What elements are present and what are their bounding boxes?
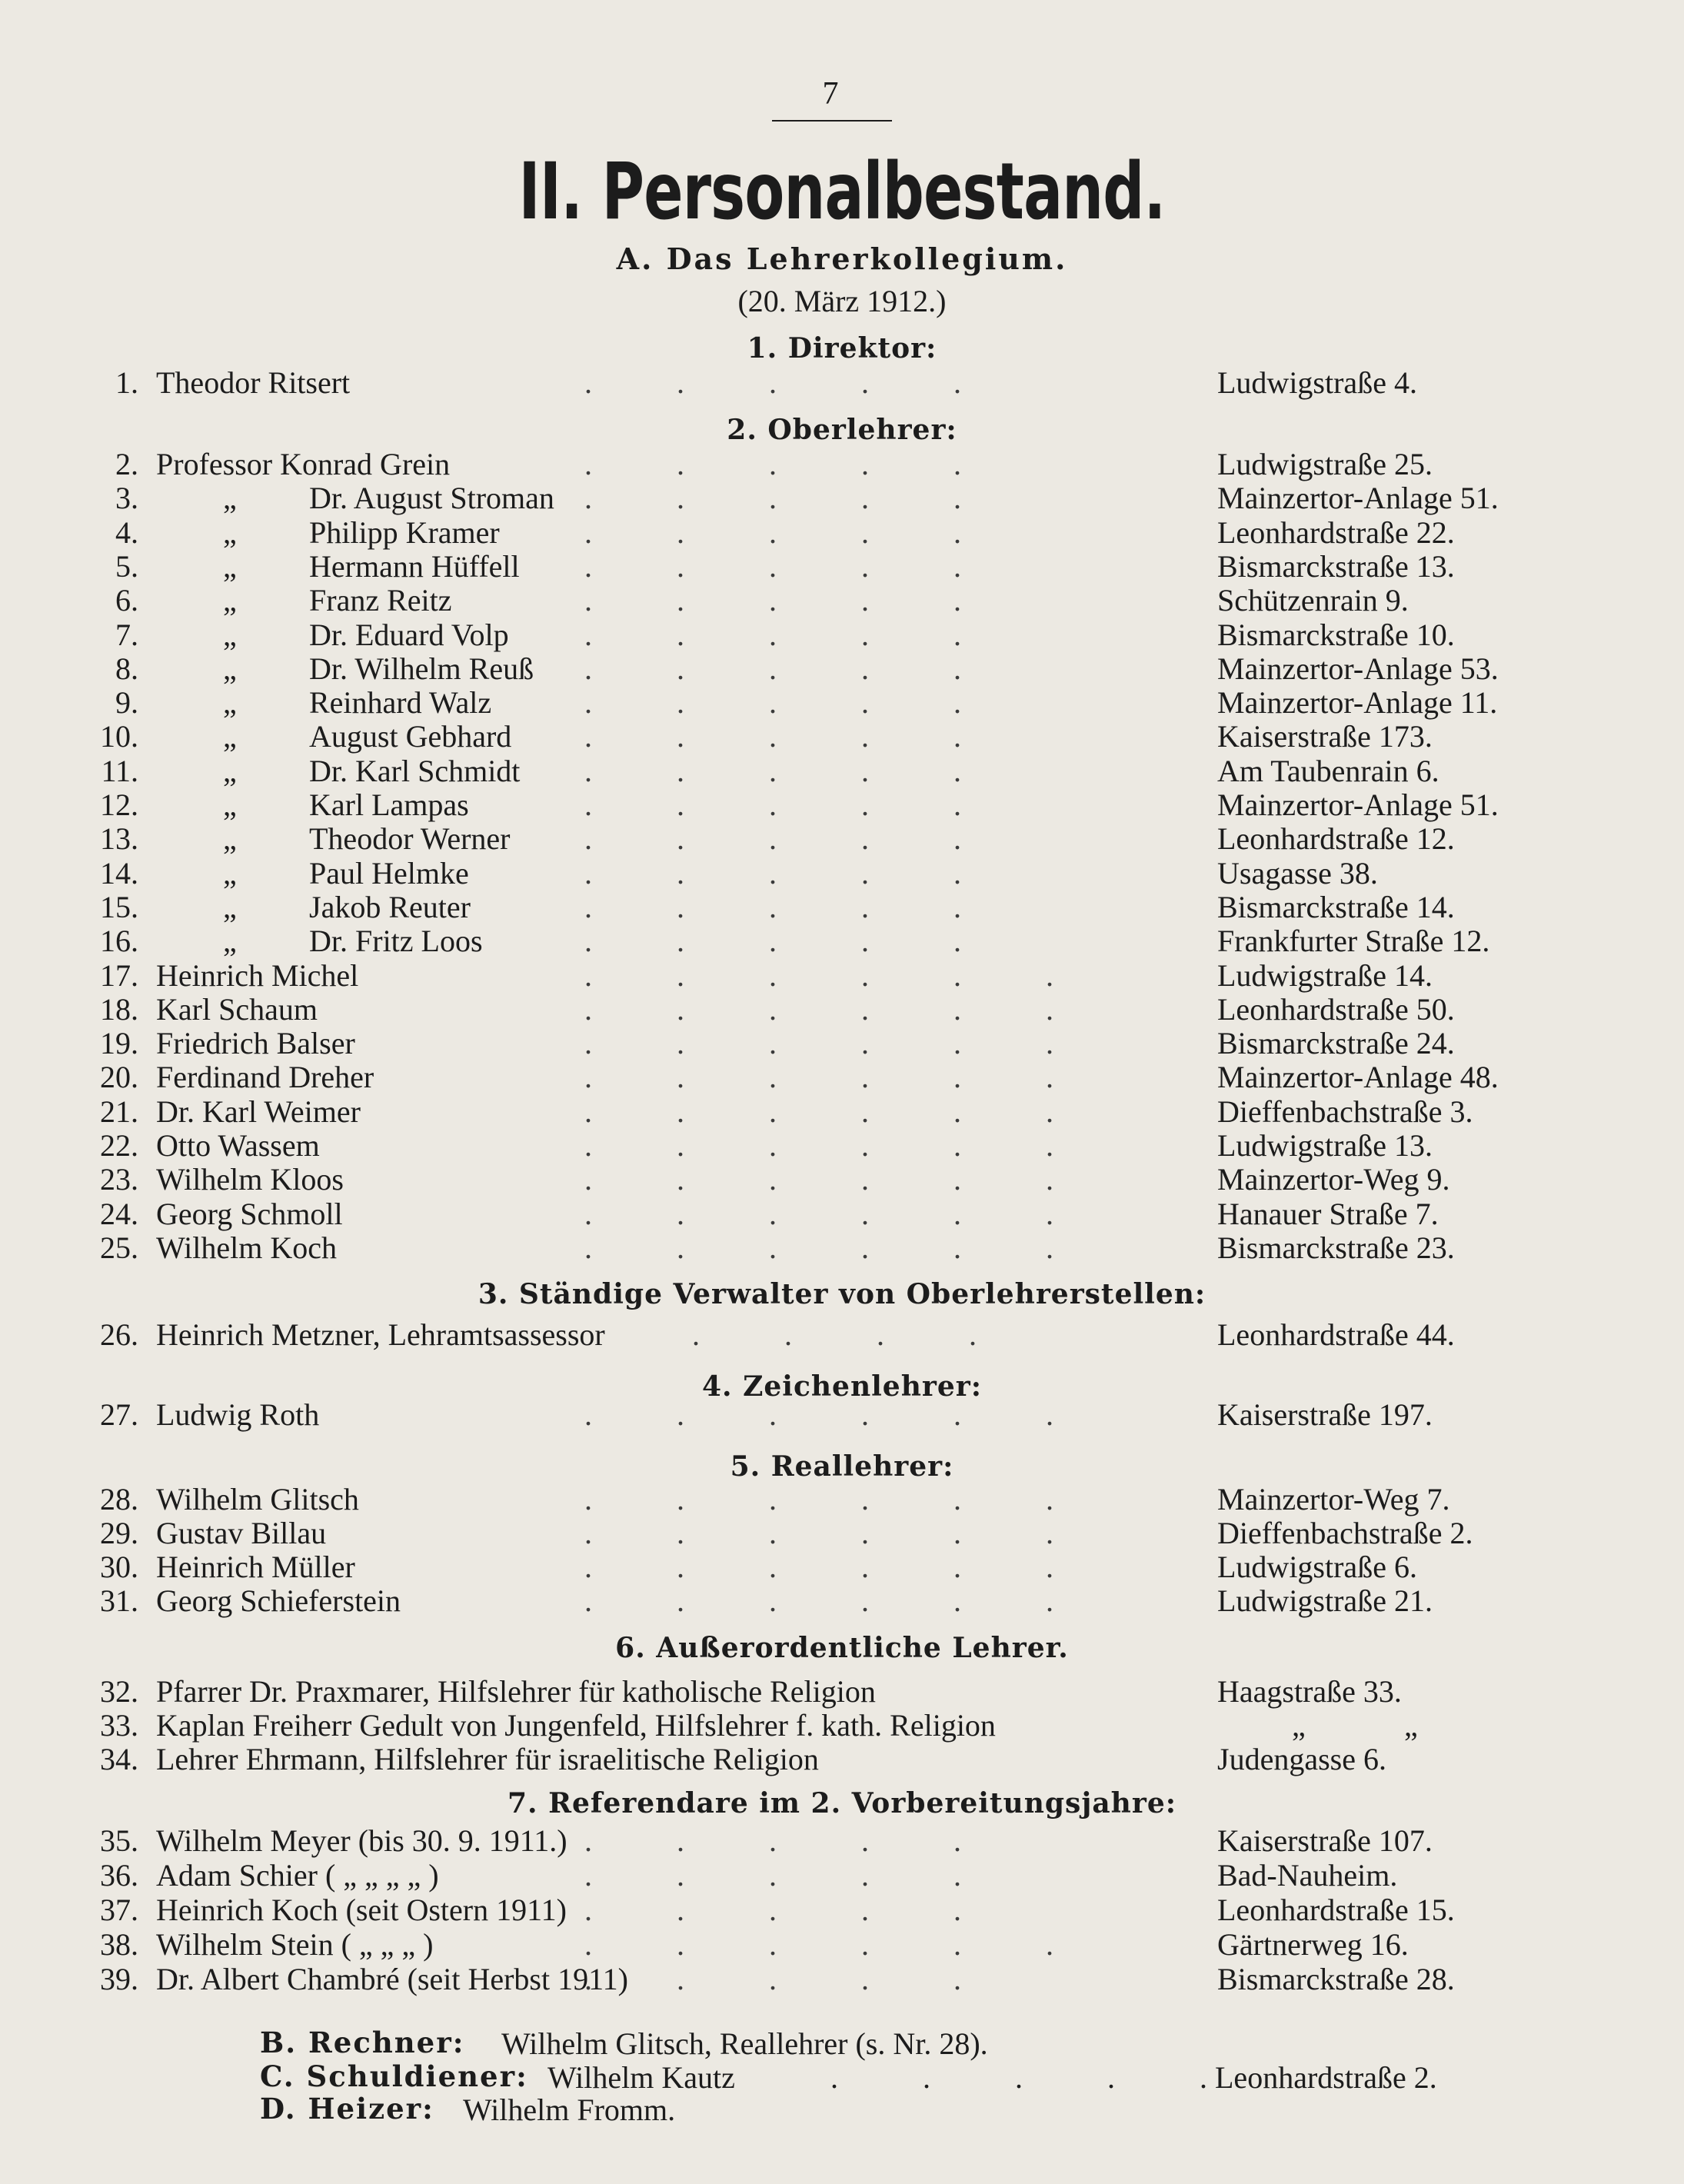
row-number: 16. [100,924,138,959]
row-number: 25. [100,1230,138,1265]
row-number: 32. [100,1674,138,1709]
address: Ludwigstraße 25. [1217,447,1433,481]
person-name: Wilhelm Meyer (bis 30. 9. 1911.) [156,1823,567,1858]
ditto-mark: „ [223,685,237,721]
leader-dots: . . . . . [584,855,1000,891]
table-row [0,365,1684,398]
leader-dots: . . . . . [584,787,1000,822]
table-row [0,1161,1684,1195]
leader-dots: . . . . . . [584,1550,1092,1584]
address: Ludwigstraße 14. [1217,957,1433,993]
staff-schuldiener [0,2059,1684,2093]
table-row [0,957,1684,991]
address: Kaiserstraße 173. [1217,719,1433,754]
leader-dots: . . . . . [584,1962,1000,1996]
ditto-mark: „ [223,787,237,822]
row-number: 31. [100,1583,138,1618]
address: Mainzertor-Anlage 48. [1217,1060,1499,1095]
table-row [0,1961,1684,1995]
staff-heizer [0,2092,1684,2126]
group-title-oberlehrer: 2. Oberlehrer: [727,414,957,446]
table-row [0,923,1684,957]
person-name: Heinrich Metzner, Lehramtsassessor [156,1317,605,1352]
address: Leonhardstraße 44. [1217,1317,1455,1352]
table-row [0,548,1684,582]
leader-dots: . . . . . . [584,957,1092,993]
ditto-mark: „ [223,889,237,924]
person-name: Dr. Eduard Volp [309,617,509,652]
person-name: Theodor Werner [309,821,511,857]
person-name: Kaplan Freiherr Gedult von Jungenfeld, Hilfslehrer f. kath. Religion [156,1708,996,1743]
leader-dots: . . . . . . [584,1128,1092,1163]
person-name: Franz Reitz [309,583,452,618]
leader-dots: . . . . . . [584,1516,1092,1550]
person-name: Gustav Billau [156,1516,327,1550]
leader-dots: . . . . . [584,365,1000,400]
person-name: Theodor Ritsert [156,365,351,400]
address: Dieffenbachstraße 3. [1217,1094,1473,1129]
group-title-verwalter: 3. Ständige Verwalter von Oberlehrerstellen: [478,1278,1206,1310]
row-number: 8. [115,651,138,686]
address: Bismarckstraße 10. [1217,617,1455,652]
leader-dots: . . . . . . [584,1060,1092,1095]
address: Mainzertor-Anlage 53. [1217,651,1499,686]
leader-dots: . . . . . [584,1893,1000,1927]
person-name: Wilhelm Kloos [156,1162,344,1197]
person-name: Heinrich Koch (seit Ostern 1911) [156,1893,567,1927]
row-number: 7. [115,617,138,652]
row-number: 23. [100,1162,138,1197]
ditto-mark: „ [223,514,237,550]
leader-dots: . . . . . . [584,1026,1092,1061]
ditto-mark: „ [223,617,237,652]
person-name: Lehrer Ehrmann, Hilfslehrer für israelitische Religion [156,1742,819,1776]
staff-rechner [0,2026,1684,2059]
address: Mainzertor-Weg 7. [1217,1482,1450,1516]
table-row [0,1549,1684,1583]
address: Hanauer Straße 7. [1217,1196,1439,1231]
leader-dots: . . . . . [830,2060,1246,2095]
person-name: Dr. Karl Schmidt [309,753,521,788]
table-row [0,1317,1684,1350]
person-name: Dr. Albert Chambré (seit Herbst 1911) [156,1962,628,1996]
table-row [0,855,1684,889]
row-number: 1. [115,365,138,400]
leader-dots: . . . . . . [584,1094,1092,1129]
ditto-mark: „ [223,753,237,788]
ditto-mark: „ [223,583,237,618]
table-row [0,1127,1684,1161]
address: Mainzertor-Anlage 51. [1217,787,1499,822]
leader-dots: . . . . . [584,753,1000,788]
table-row [0,480,1684,514]
address: Leonhardstraße 2. [1215,2060,1437,2095]
leader-dots: . . . . . . [584,1397,1092,1432]
page-number-rule [772,120,892,122]
leader-dots: . . . . . [584,821,1000,857]
person-name: Dr. Wilhelm Reuß [309,651,534,686]
address: Frankfurter Straße 12. [1217,924,1490,959]
address: Am Taubenrain 6. [1217,753,1439,788]
ditto-mark: „ [223,481,237,516]
person-name: Hermann Hüffell [309,548,520,584]
row-number: 20. [100,1060,138,1095]
person-name: Jakob Reuter [309,889,471,924]
table-row [0,684,1684,721]
row-number: 30. [100,1550,138,1584]
address: Kaiserstraße 197. [1217,1397,1433,1432]
date-line: (20. März 1912.) [737,284,947,318]
row-number: 29. [100,1516,138,1550]
leader-dots: . . . . . [584,1858,1000,1893]
person-name: Ludwig Roth [156,1397,320,1432]
row-number: 21. [100,1094,138,1129]
leader-dots: . . . . . [584,583,1000,618]
address: Ludwigstraße 13. [1217,1128,1433,1163]
table-row [0,651,1684,684]
leader-dots: . . . . . . [584,1583,1092,1618]
ditto-mark: „ [1404,1708,1418,1743]
row-number: 9. [115,685,138,721]
person-name: Dr. August Stroman [309,481,554,516]
person-name: Heinrich Michel [156,957,359,993]
person-name: Karl Lampas [309,787,469,822]
staff-label: D. Heizer: [260,2092,434,2126]
table-row [0,582,1684,616]
leader-dots: . . . . . [584,548,1000,584]
row-number: 6. [115,583,138,618]
row-number: 33. [100,1708,138,1743]
table-row [0,1515,1684,1549]
row-number: 24. [100,1196,138,1231]
address: Dieffenbachstraße 2. [1217,1516,1473,1550]
address: Kaiserstraße 107. [1217,1823,1433,1858]
table-row [0,1397,1684,1430]
person-name: Wilhelm Glitsch [156,1482,359,1516]
address: Gärtnerweg 16. [1217,1927,1409,1962]
row-number: 14. [100,855,138,891]
group-title-referendare: 7. Referendare im 2. Vorbereitungsjahre: [507,1787,1177,1819]
row-number: 19. [100,1026,138,1061]
row-number: 11. [101,753,138,788]
table-row [0,821,1684,857]
staff-label: B. Rechner: [260,2026,465,2059]
row-number: 10. [100,719,138,754]
row-number: 18. [100,991,138,1027]
person-name: Adam Schier ( „ „ „ „ ) [156,1858,439,1893]
address: Bismarckstraße 28. [1217,1962,1455,1996]
row-number: 37. [100,1893,138,1927]
table-row [0,718,1684,752]
group-title-ausserordentliche: 6. Außerordentliche Lehrer. [615,1632,1069,1664]
group-title-direktor: 1. Direktor: [747,332,937,365]
row-number: 3. [115,481,138,516]
person-name: Dr. Karl Weimer [156,1094,361,1129]
person-name: Wilhelm Koch [156,1230,337,1265]
row-number: 26. [100,1317,138,1352]
row-number: 28. [100,1482,138,1516]
table-row [0,889,1684,923]
ditto-mark: „ [223,855,237,891]
leader-dots: . . . . . [584,924,1000,959]
row-number: 36. [100,1858,138,1893]
staff-value: Wilhelm Kautz [547,2060,735,2095]
address: Ludwigstraße 21. [1217,1583,1433,1618]
table-row [0,1926,1684,1960]
address: Leonhardstraße 50. [1217,991,1455,1027]
leader-dots: . . . . . . [584,1482,1092,1516]
address: Bismarckstraße 24. [1217,1026,1455,1061]
address: Bismarckstraße 14. [1217,889,1455,924]
address: Mainzertor-Anlage 11. [1217,685,1498,721]
address: Mainzertor-Weg 9. [1217,1162,1450,1197]
group-title-zeichenlehrer: 4. Zeichenlehrer: [701,1370,983,1403]
table-row [0,1823,1684,1856]
leader-dots: . . . . . [584,514,1000,550]
row-number: 34. [100,1742,138,1776]
staff-value: Wilhelm Fromm. [463,2092,676,2127]
address: Bismarckstraße 13. [1217,548,1455,584]
leader-dots: . . . . . [584,617,1000,652]
leader-dots: . . . . . . [584,1927,1092,1962]
person-name: Georg Schieferstein [156,1583,401,1618]
person-name: Dr. Fritz Loos [309,924,483,959]
table-row [0,1025,1684,1059]
table-row [0,787,1684,821]
table-row [0,1094,1684,1127]
row-number: 27. [100,1397,138,1432]
leader-dots: . . . . . [584,447,1000,481]
ditto-mark: „ [223,924,237,959]
address: Usagasse 38. [1217,855,1378,891]
table-row [0,1481,1684,1515]
address: Bad-Nauheim. [1217,1858,1398,1893]
person-name: Ferdinand Dreher [156,1060,374,1095]
person-name: August Gebhard [309,719,512,754]
row-number: 39. [100,1962,138,1996]
ditto-mark: „ [1292,1708,1306,1743]
row-number: 13. [100,821,138,857]
table-row [0,991,1684,1025]
person-name: Reinhard Walz [309,685,492,721]
leader-dots: . . . . . [584,1823,1000,1858]
table-row [0,1892,1684,1926]
leader-dots: . . . . . . [584,1230,1092,1265]
person-name: Heinrich Müller [156,1550,355,1584]
leader-dots: . . . . . [584,889,1000,924]
ditto-mark: „ [223,548,237,584]
address: Schützenrain 9. [1217,583,1409,618]
staff-label: C. Schuldiener: [260,2059,528,2093]
section-title-lehrerkollegium: A. Das Lehrerkollegium. [616,241,1068,276]
row-number: 5. [115,548,138,584]
page-title: II. Personalbestand. [518,146,1166,238]
ditto-mark: „ [223,719,237,754]
table-row [0,446,1684,480]
group-title-reallehrer: 5. Reallehrer: [730,1450,954,1483]
table-row [0,1196,1684,1230]
leader-dots: . . . . . [584,685,1000,721]
person-name: Philipp Kramer [309,514,500,550]
row-number: 35. [100,1823,138,1858]
person-name: Georg Schmoll [156,1196,343,1231]
address: Ludwigstraße 6. [1217,1550,1417,1584]
row-number: 4. [115,514,138,550]
leader-dots: . . . . . . [584,1196,1092,1231]
address: Leonhardstraße 12. [1217,821,1455,857]
address: Leonhardstraße 22. [1217,514,1455,550]
leader-dots: . . . . . . [584,991,1092,1027]
address: Mainzertor-Anlage 51. [1217,481,1499,516]
table-row [0,1673,1684,1707]
person-name: Otto Wassem [156,1128,320,1163]
row-number: 17. [100,957,138,993]
row-number: 38. [100,1927,138,1962]
address: Ludwigstraße 4. [1217,365,1417,400]
leader-dots: . . . . . . [584,1162,1092,1197]
person-name: Paul Helmke [309,855,469,891]
ditto-mark: „ [223,651,237,686]
table-row [0,753,1684,787]
ditto-mark: „ [223,821,237,857]
table-row [0,1583,1684,1616]
row-number: 12. [100,787,138,822]
leader-dots: . . . . . [584,719,1000,754]
staff-value: Wilhelm Glitsch, Reallehrer (s. Nr. 28). [501,2026,988,2061]
page-number: 7 [822,76,839,112]
leader-dots: . . . . . [584,651,1000,686]
table-row [0,514,1684,548]
leader-dots: . . . . [692,1317,1015,1352]
person-name: Pfarrer Dr. Praxmarer, Hilfslehrer für katholische Religion [156,1674,876,1709]
address: Bismarckstraße 23. [1217,1230,1455,1265]
table-row [0,1059,1684,1093]
row-number: 2. [115,447,138,481]
address: Haagstraße 33. [1217,1674,1402,1709]
address: Judengasse 6. [1217,1742,1386,1776]
table-row [0,1707,1684,1741]
person-name: Wilhelm Stein ( „ „ „ ) [156,1927,434,1962]
row-number: 22. [100,1128,138,1163]
address: Leonhardstraße 15. [1217,1893,1455,1927]
leader-dots: . . . . . [584,481,1000,516]
person-name: Professor Konrad Grein [156,447,451,481]
row-number: 15. [100,889,138,924]
table-row [0,1857,1684,1891]
person-name: Karl Schaum [156,991,318,1027]
table-row [0,617,1684,651]
person-name: Friedrich Balser [156,1026,355,1061]
table-row [0,1741,1684,1775]
table-row [0,1230,1684,1263]
